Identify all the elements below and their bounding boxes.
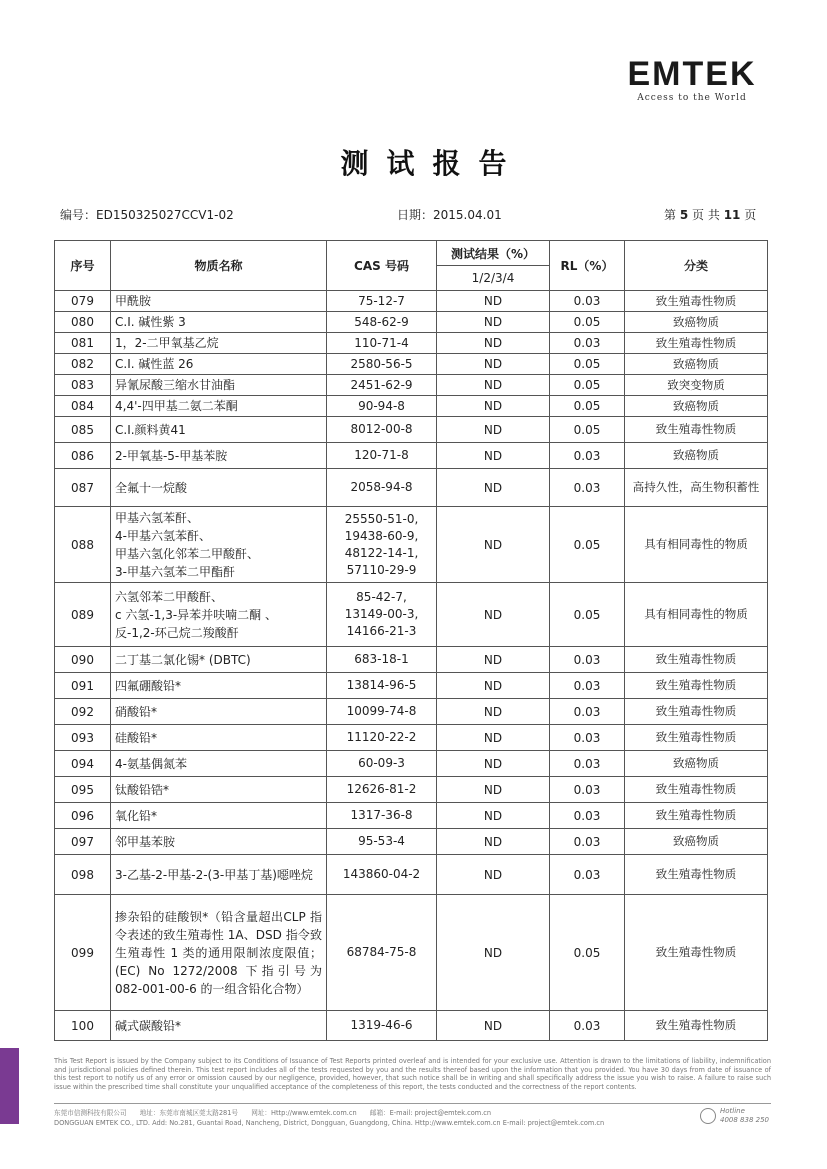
row-seq: 096 <box>55 803 111 829</box>
table-row <box>55 469 768 507</box>
footer-cn: 东莞市信测科技有限公司 地址：东莞市南城区莞太路281号 网址：Http://www.emtek.com.cn 邮箱：E-mail: project@emtek.com.cn <box>54 1109 492 1117</box>
hotline-label: Hotline <box>720 1107 745 1115</box>
row-seq: 082 <box>55 354 111 375</box>
row-class: 致生殖毒性物质 <box>625 333 768 354</box>
row-class: 致癌物质 <box>625 312 768 333</box>
table-row <box>55 417 768 443</box>
row-rl: 0.03 <box>550 443 625 469</box>
row-name: 全氟十一烷酸 <box>111 469 327 507</box>
row-seq: 088 <box>55 507 111 583</box>
row-name: 四氟硼酸铅* <box>111 673 327 699</box>
row-seq: 099 <box>55 895 111 1011</box>
row-result: ND <box>437 507 550 583</box>
row-cas: 12626-81-2 <box>327 777 437 803</box>
row-rl: 0.03 <box>550 673 625 699</box>
report-date: 日期：2015.04.01 <box>397 208 502 222</box>
row-result: ND <box>437 895 550 1011</box>
row-result: ND <box>437 777 550 803</box>
row-result: ND <box>437 469 550 507</box>
page-title: 测试报告 <box>340 147 525 180</box>
row-seq: 080 <box>55 312 111 333</box>
row-cas: 90-94-8 <box>327 396 437 417</box>
row-rl: 0.03 <box>550 725 625 751</box>
table-row <box>55 725 768 751</box>
row-result: ND <box>437 751 550 777</box>
row-rl: 0.05 <box>550 417 625 443</box>
row-rl: 0.05 <box>550 312 625 333</box>
row-rl: 0.03 <box>550 829 625 855</box>
row-class: 致生殖毒性物质 <box>625 725 768 751</box>
emtek-logo <box>612 56 772 103</box>
row-result: ND <box>437 673 550 699</box>
row-result: ND <box>437 291 550 312</box>
row-name: 1，2-二甲氧基乙烷 <box>111 333 327 354</box>
row-result: ND <box>437 725 550 751</box>
row-class: 致生殖毒性物质 <box>625 673 768 699</box>
row-seq: 100 <box>55 1011 111 1041</box>
row-cas: 68784-75-8 <box>327 895 437 1011</box>
row-class: 致癌物质 <box>625 751 768 777</box>
table-row <box>55 507 768 583</box>
hotline <box>720 1107 769 1125</box>
table-row <box>55 699 768 725</box>
table-row <box>55 396 768 417</box>
row-cas: 60-09-3 <box>327 751 437 777</box>
row-seq: 090 <box>55 647 111 673</box>
page-mid: 页 共 <box>692 208 720 222</box>
row-name: 氧化铅* <box>111 803 327 829</box>
header-rl: RL（%） <box>550 241 625 291</box>
row-rl: 0.03 <box>550 699 625 725</box>
footer-en: DONGGUAN EMTEK CO., LTD. Add: No.281, Guantai Road, Nancheng, District, Dongguan, Guangdong, China. Http://www.emtek.com.cn E-mail: project@emtek.com.cn <box>54 1119 605 1127</box>
row-result: ND <box>437 699 550 725</box>
row-cas: 10099-74-8 <box>327 699 437 725</box>
row-cas: 75-12-7 <box>327 291 437 312</box>
row-class: 致生殖毒性物质 <box>625 647 768 673</box>
row-rl: 0.05 <box>550 895 625 1011</box>
row-seq: 079 <box>55 291 111 312</box>
row-name: 4-氨基偶氮苯 <box>111 751 327 777</box>
row-rl: 0.03 <box>550 291 625 312</box>
row-cas: 85-42-7, 13149-00-3, 14166-21-3 <box>327 583 437 647</box>
table-row <box>55 312 768 333</box>
header-cas: CAS 号码 <box>327 241 437 291</box>
header-result-sub: 1/2/3/4 <box>437 266 550 291</box>
row-seq: 086 <box>55 443 111 469</box>
row-rl: 0.03 <box>550 803 625 829</box>
row-name: 六氢邻苯二甲酸酐、 c 六氢-1,3-异苯并呋喃二酮 、 反-1,2-环己烷二羧酸酐 <box>111 583 327 647</box>
row-rl: 0.03 <box>550 777 625 803</box>
row-class: 致生殖毒性物质 <box>625 855 768 895</box>
report-serial: 编号：ED150325027CCV1-02 <box>60 208 234 222</box>
test-results-table <box>54 240 768 1041</box>
row-class: 高持久性，高生物积蓄性 <box>625 469 768 507</box>
row-cas: 683-18-1 <box>327 647 437 673</box>
row-class: 具有相同毒性的物质 <box>625 507 768 583</box>
row-name: 邻甲基苯胺 <box>111 829 327 855</box>
table-row <box>55 751 768 777</box>
row-result: ND <box>437 647 550 673</box>
row-result: ND <box>437 829 550 855</box>
row-rl: 0.03 <box>550 1011 625 1041</box>
footer-divider <box>54 1103 771 1104</box>
row-class: 致癌物质 <box>625 354 768 375</box>
row-rl: 0.05 <box>550 396 625 417</box>
row-name: 甲酰胺 <box>111 291 327 312</box>
table-row <box>55 777 768 803</box>
row-name: 钛酸铅锆* <box>111 777 327 803</box>
row-seq: 097 <box>55 829 111 855</box>
header-result: 测试结果（%） <box>437 241 550 266</box>
row-seq: 092 <box>55 699 111 725</box>
row-class: 致生殖毒性物质 <box>625 803 768 829</box>
row-class: 致癌物质 <box>625 396 768 417</box>
row-cas: 1319-46-6 <box>327 1011 437 1041</box>
header-seq: 序号 <box>55 241 111 291</box>
row-name: 二丁基二氯化锡* (DBTC) <box>111 647 327 673</box>
row-rl: 0.05 <box>550 583 625 647</box>
table-row <box>55 291 768 312</box>
row-cas: 2058-94-8 <box>327 469 437 507</box>
row-cas: 1317-36-8 <box>327 803 437 829</box>
row-name: 硝酸铅* <box>111 699 327 725</box>
row-cas: 120-71-8 <box>327 443 437 469</box>
row-class: 致生殖毒性物质 <box>625 699 768 725</box>
row-class: 致生殖毒性物质 <box>625 777 768 803</box>
row-result: ND <box>437 583 550 647</box>
table-row <box>55 354 768 375</box>
row-cas: 110-71-4 <box>327 333 437 354</box>
row-name: C.I.颜料黄41 <box>111 417 327 443</box>
row-class: 致癌物质 <box>625 829 768 855</box>
table-row <box>55 375 768 396</box>
row-cas: 548-62-9 <box>327 312 437 333</box>
row-class: 具有相同毒性的物质 <box>625 583 768 647</box>
row-class: 致生殖毒性物质 <box>625 417 768 443</box>
row-rl: 0.03 <box>550 647 625 673</box>
row-result: ND <box>437 396 550 417</box>
row-seq: 087 <box>55 469 111 507</box>
table-row <box>55 803 768 829</box>
row-name: 3-乙基-2-甲基-2-(3-甲基丁基)噁唑烷 <box>111 855 327 895</box>
row-seq: 081 <box>55 333 111 354</box>
table-row <box>55 443 768 469</box>
row-seq: 098 <box>55 855 111 895</box>
row-name: 碱式碳酸铅* <box>111 1011 327 1041</box>
row-cas: 11120-22-2 <box>327 725 437 751</box>
row-result: ND <box>437 354 550 375</box>
row-name: C.I. 碱性紫 3 <box>111 312 327 333</box>
table-row <box>55 673 768 699</box>
table-row <box>55 895 768 1011</box>
row-seq: 083 <box>55 375 111 396</box>
row-rl: 0.05 <box>550 354 625 375</box>
row-name: 4,4'-四甲基二氨二苯酮 <box>111 396 327 417</box>
logo-text: EMTEK <box>627 55 757 93</box>
row-class: 致生殖毒性物质 <box>625 1011 768 1041</box>
table-row <box>55 855 768 895</box>
row-result: ND <box>437 312 550 333</box>
row-cas: 143860-04-2 <box>327 855 437 895</box>
row-result: ND <box>437 443 550 469</box>
row-rl: 0.03 <box>550 469 625 507</box>
disclaimer-text: This Test Report is issued by the Company subject to its Conditions of Issuance of Test Reports printed overleaf and is intended for your exclusive use. Attention is drawn to the limitations of liability, indemnification and jurisdictional policies defined therein. This test report includes all of the tests requested by you and the results thereof based upon the information that you provided. You have 30 days from date of issuance of this test report to notify us of any error or omission caused by our negligence, provided, however, that such notice shall be in writing and shall specifically address the issue you wish to raise. A failure to raise such issue within the prescribed time shall constitute your unqualified acceptance of the completeness of this report, the tests conducted and the correctness of the report contents. <box>54 1057 771 1091</box>
hotline-number: 4008 838 250 <box>720 1116 769 1124</box>
footer-address <box>54 1108 604 1128</box>
row-result: ND <box>437 855 550 895</box>
row-name: 硅酸铅* <box>111 725 327 751</box>
page-prefix: 第 <box>664 208 677 222</box>
phone-icon <box>700 1108 716 1124</box>
table-row <box>55 1011 768 1041</box>
row-name: 2-甲氧基-5-甲基苯胺 <box>111 443 327 469</box>
row-seq: 094 <box>55 751 111 777</box>
row-name: 掺杂铅的硅酸钡*（铅含量超出CLP 指令表述的致生殖毒性 1A、DSD 指令致生殖毒性 1 类的通用限制浓度限值；(EC) No 1272/2008 下指引号为 082-001-00-6 的一组含铅化合物） <box>111 895 327 1011</box>
table-row <box>55 583 768 647</box>
logo-tagline: Access to the World <box>637 93 747 103</box>
header-name: 物质名称 <box>111 241 327 291</box>
row-name: C.I. 碱性蓝 26 <box>111 354 327 375</box>
page-number: 5 <box>679 208 689 222</box>
row-class: 致癌物质 <box>625 443 768 469</box>
row-cas: 95-53-4 <box>327 829 437 855</box>
page-suffix: 页 <box>744 208 757 222</box>
header-class: 分类 <box>625 241 768 291</box>
row-cas: 2580-56-5 <box>327 354 437 375</box>
row-seq: 095 <box>55 777 111 803</box>
table-row <box>55 647 768 673</box>
page-total: 11 <box>723 208 741 222</box>
page-indicator <box>664 206 756 223</box>
row-name: 异氰尿酸三缩水甘油酯 <box>111 375 327 396</box>
row-result: ND <box>437 1011 550 1041</box>
row-cas: 13814-96-5 <box>327 673 437 699</box>
row-result: ND <box>437 375 550 396</box>
row-result: ND <box>437 417 550 443</box>
row-rl: 0.03 <box>550 855 625 895</box>
row-name: 甲基六氢苯酐、 4-甲基六氢苯酐、 甲基六氢化邻苯二甲酸酐、 3-甲基六氢苯二甲酯酐 <box>111 507 327 583</box>
row-cas: 8012-00-8 <box>327 417 437 443</box>
row-result: ND <box>437 803 550 829</box>
row-seq: 089 <box>55 583 111 647</box>
row-class: 致生殖毒性物质 <box>625 895 768 1011</box>
row-cas: 25550-51-0, 19438-60-9, 48122-14-1, 57110-29-9 <box>327 507 437 583</box>
row-rl: 0.05 <box>550 375 625 396</box>
row-rl: 0.05 <box>550 507 625 583</box>
row-seq: 091 <box>55 673 111 699</box>
row-rl: 0.03 <box>550 751 625 777</box>
row-seq: 084 <box>55 396 111 417</box>
row-seq: 093 <box>55 725 111 751</box>
row-class: 致生殖毒性物质 <box>625 291 768 312</box>
row-result: ND <box>437 333 550 354</box>
table-row <box>55 829 768 855</box>
row-cas: 2451-62-9 <box>327 375 437 396</box>
row-rl: 0.03 <box>550 333 625 354</box>
row-class: 致突变物质 <box>625 375 768 396</box>
row-seq: 085 <box>55 417 111 443</box>
side-tab <box>0 1048 19 1124</box>
table-row <box>55 333 768 354</box>
